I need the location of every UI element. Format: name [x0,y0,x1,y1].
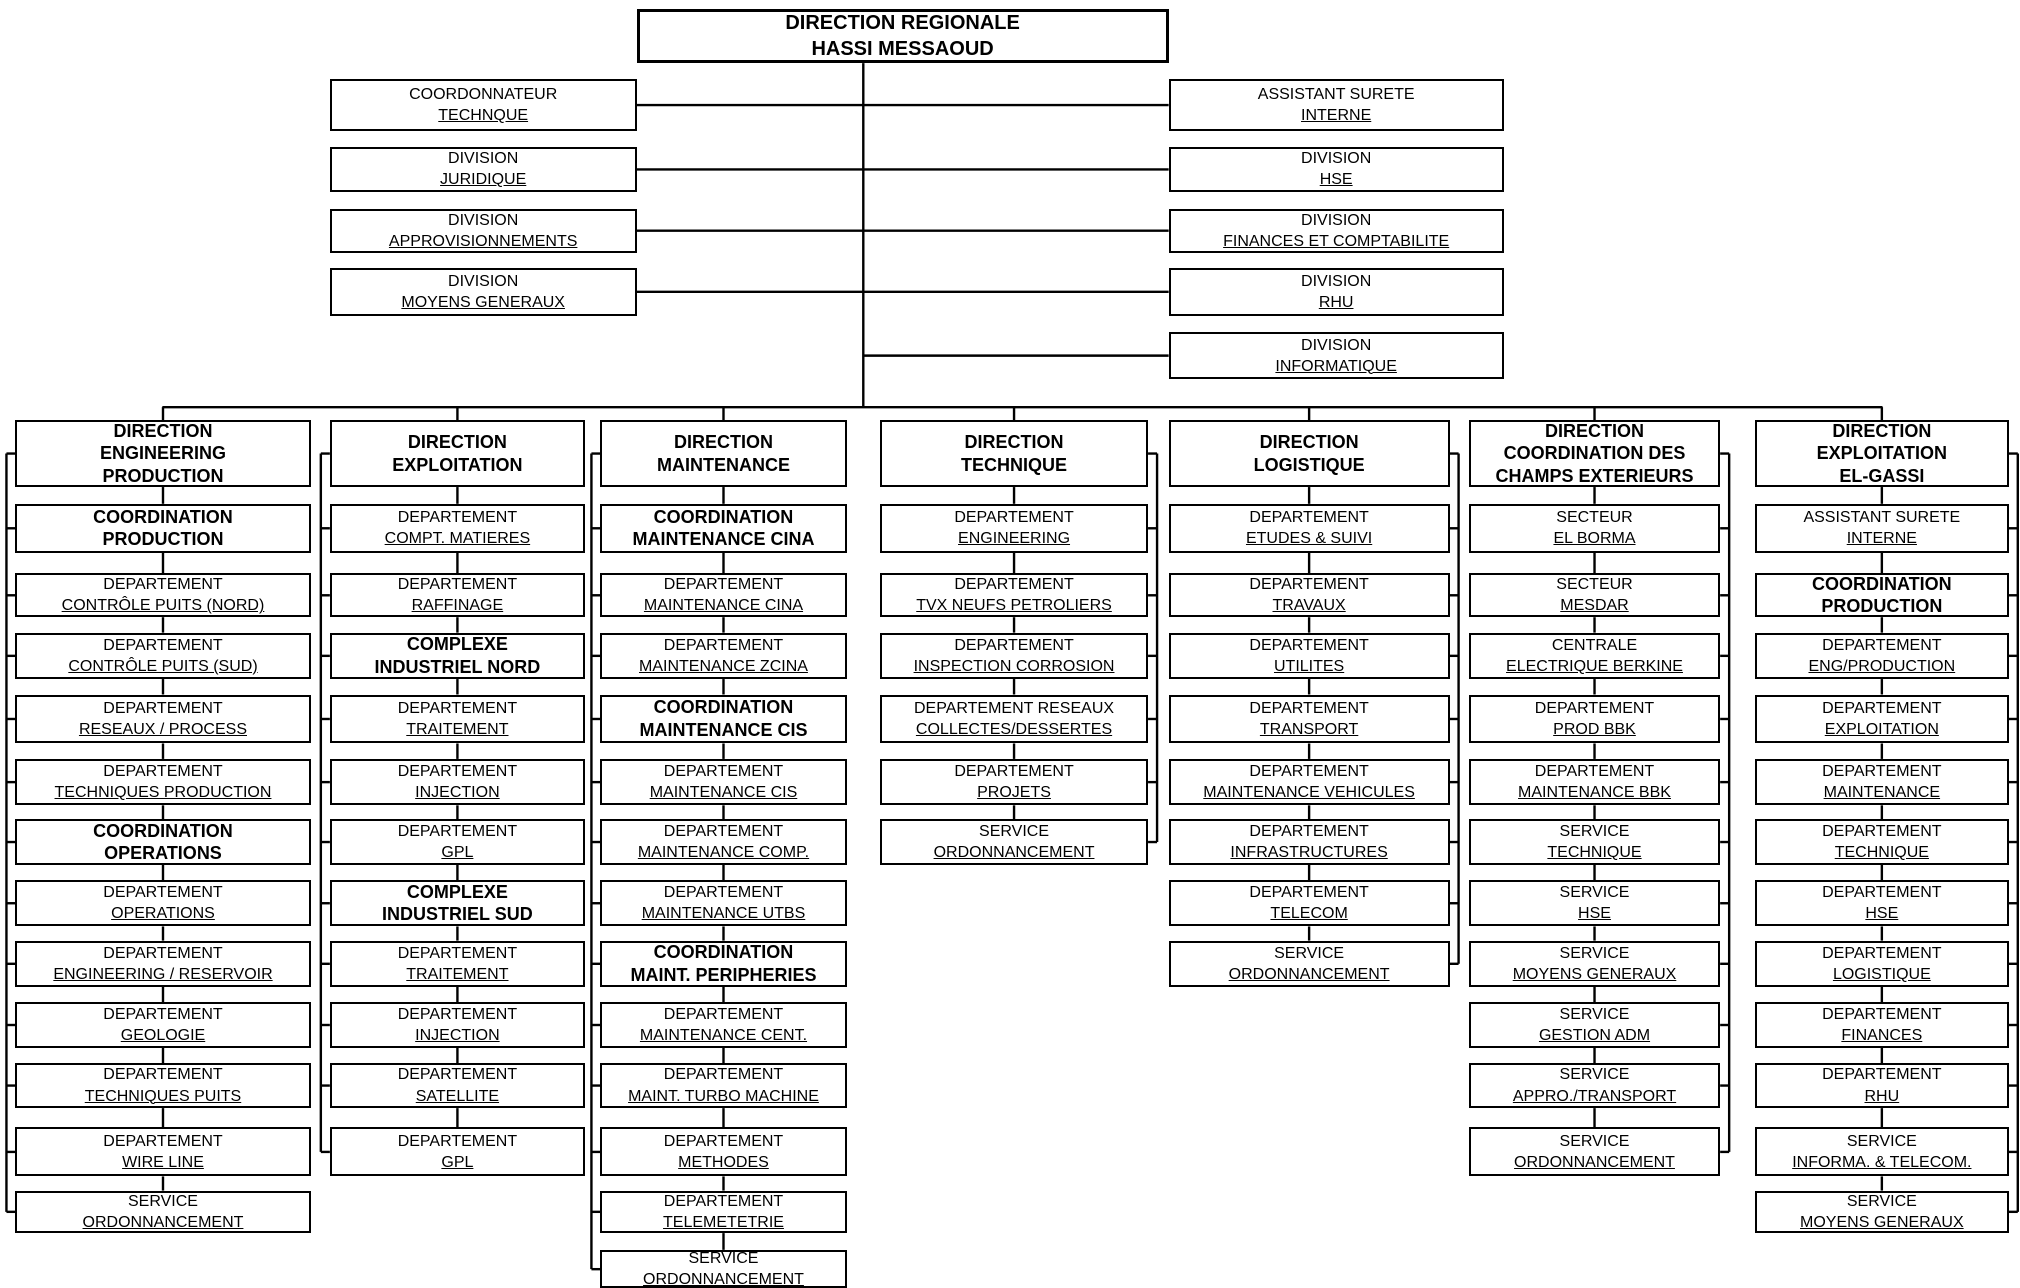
org-unit-7-3-text-1: DEPARTEMENT [1822,636,1942,654]
org-unit-7-6 [1755,819,2009,864]
org-unit-6-11-text-2: ORDONNANCEMENT [1514,1153,1675,1171]
org-unit-1-2 [15,573,310,617]
org-unit-6-2-text-2: MESDAR [1560,597,1629,615]
org-unit-2-11-text-2: GPL [441,1153,474,1171]
org-unit-3-2-text-1: DEPARTEMENT [663,576,784,594]
org-unit-6-7 [1469,880,1720,926]
staff-right-5-text-2: INFORMATIQUE [1275,357,1397,375]
org-unit-6-8-text-1: SERVICE [1559,944,1630,962]
org-unit-6-11 [1469,1127,1720,1176]
org-unit-7-8-text-2: LOGISTIQUE [1832,965,1931,983]
org-unit-6-1-text-2: EL BORMA [1553,530,1636,548]
org-unit-3-5-text-1: DEPARTEMENT [663,763,784,780]
org-unit-3-12 [600,1191,846,1234]
org-unit-2-4 [330,695,585,744]
org-unit-6-10-text-2: APPRO./TRANSPORT [1512,1087,1677,1105]
org-unit-6-9-text-2: GESTION ADM [1538,1026,1651,1044]
org-unit-7-4-text-1: DEPARTEMENT [1822,699,1942,717]
org-unit-5-2-text-1: DEPARTEMENT [1249,576,1369,594]
org-unit-1-10 [15,1063,310,1108]
org-unit-3-12-text-1: DEPARTEMENT [663,1192,784,1210]
org-unit-7-5-text-1: DEPARTEMENT [1822,763,1942,780]
staff-right-4 [1169,268,1504,316]
org-unit-2-1-text-1: DEPARTEMENT [397,509,518,527]
org-unit-1-1 [15,504,310,553]
org-unit-7-6-text-2: TECHNIQUE [1834,844,1929,862]
org-unit-5-6-text-2: INFRASTRUCTURES [1230,844,1388,862]
org-unit-7-1-text-2: INTERNE [1846,530,1917,548]
org-unit-3-11-text-1: DEPARTEMENT [663,1132,784,1150]
org-unit-1-2-text-2: CONTRÔLE PUITS (NORD) [61,597,265,615]
staff-right-1-text-1: ASSISTANT SURETE [1257,85,1415,103]
org-unit-1-1-text-2: PRODUCTION [102,529,224,550]
org-unit-3-6 [600,819,846,864]
staff-left-4-text-1: DIVISION [448,272,519,290]
org-unit-6-10-text-1: SERVICE [1559,1066,1630,1084]
org-unit-7-7 [1755,880,2009,926]
org-unit-3-3-text-2: MAINTENANCE ZCINA [639,657,808,675]
org-unit-7-5 [1755,759,2009,805]
org-unit-3-4 [600,695,846,744]
org-unit-3-1-text-2: MAINTENANCE CINA [632,529,815,550]
direction-header-2 [330,420,585,487]
org-unit-2-10 [330,1063,585,1108]
org-unit-7-9-text-1: DEPARTEMENT [1822,1005,1942,1023]
org-unit-6-8-text-2: MOYENS GENERAUX [1512,965,1677,983]
org-unit-7-7-text-2: HSE [1865,905,1899,923]
org-unit-5-7 [1169,880,1450,926]
direction-header-7-text-3: EL-GASSI [1839,465,1925,486]
org-unit-3-9 [600,1002,846,1047]
staff-left-4 [330,268,637,316]
org-unit-5-8-text-1: SERVICE [1274,944,1345,962]
org-unit-4-6-text-2: ORDONNANCEMENT [933,844,1095,862]
staff-right-1 [1169,79,1504,132]
org-unit-4-1 [880,504,1148,553]
org-unit-7-11-text-2: INFORMA. & TELECOM. [1792,1153,1972,1171]
org-unit-2-9-text-2: INJECTION [415,1026,500,1044]
staff-right-3-text-1: DIVISION [1301,211,1372,229]
org-unit-6-1-text-1: SECTEUR [1556,509,1633,527]
direction-header-2-text-1: DIRECTION [407,432,507,453]
org-unit-1-2-text-1: DEPARTEMENT [103,576,223,594]
org-unit-7-10-text-2: RHU [1864,1087,1900,1105]
org-unit-2-9-text-1: DEPARTEMENT [397,1005,518,1023]
org-unit-7-9-text-2: FINANCES [1841,1026,1923,1044]
org-unit-1-4-text-2: RESEAUX / PROCESS [78,720,247,738]
org-unit-3-11-text-2: METHODES [678,1153,769,1171]
direction-header-4-text-2: TECHNIQUE [961,454,1068,475]
org-unit-6-6 [1469,819,1720,864]
direction-header-3-text-1: DIRECTION [673,432,773,453]
org-unit-4-6 [880,819,1148,864]
staff-right-4-text-2: RHU [1318,293,1354,311]
staff-left-1 [330,79,637,132]
org-unit-6-2-text-1: SECTEUR [1556,576,1633,594]
org-unit-2-7-text-1: COMPLEXE [406,881,508,902]
org-unit-3-10-text-2: MAINT. TURBO MACHINE [628,1087,819,1105]
org-unit-2-2-text-2: RAFFINAGE [411,597,504,615]
staff-right-5 [1169,332,1504,378]
org-unit-4-6-text-1: SERVICE [979,822,1049,840]
org-unit-5-6 [1169,819,1450,864]
direction-header-1 [15,420,310,487]
direction-header-5 [1169,420,1450,487]
org-unit-4-5-text-2: PROJETS [977,784,1051,802]
org-unit-5-7-text-2: TELECOM [1270,905,1348,923]
org-unit-4-5 [880,759,1148,805]
direction-header-6-text-1: DIRECTION [1545,420,1644,441]
org-unit-3-4-text-1: COORDINATION [653,697,794,718]
org-unit-2-6 [330,819,585,864]
org-unit-3-13-text-2: ORDONNANCEMENT [643,1271,804,1288]
org-unit-7-9 [1755,1002,2009,1047]
org-unit-7-4 [1755,695,2009,744]
org-unit-4-2 [880,573,1148,617]
staff-left-2-text-1: DIVISION [448,150,519,168]
org-unit-7-5-text-2: MAINTENANCE [1823,784,1941,802]
org-unit-7-10 [1755,1063,2009,1108]
org-unit-3-2 [600,573,846,617]
org-unit-3-1-text-1: COORDINATION [653,506,794,527]
org-unit-2-5 [330,759,585,805]
org-unit-7-2-text-2: PRODUCTION [1821,596,1943,617]
direction-header-7-text-2: EXPLOITATION [1816,443,1947,464]
org-unit-5-2-text-2: TRAVAUX [1272,597,1346,615]
org-unit-3-13 [600,1250,846,1288]
org-unit-1-3 [15,633,310,679]
org-unit-2-9 [330,1002,585,1047]
org-unit-1-11 [15,1127,310,1176]
org-unit-2-11-text-1: DEPARTEMENT [397,1132,518,1150]
org-unit-2-6-text-2: GPL [441,844,474,862]
org-unit-3-4-text-2: MAINTENANCE CIS [639,719,808,740]
org-unit-2-4-text-1: DEPARTEMENT [397,699,518,717]
org-unit-5-5-text-1: DEPARTEMENT [1249,763,1369,780]
org-unit-7-7-text-1: DEPARTEMENT [1822,884,1942,902]
org-unit-1-6-text-1: COORDINATION [93,820,233,841]
staff-left-2 [330,147,637,192]
org-unit-6-3-text-2: ELECTRIQUE BERKINE [1506,657,1683,675]
org-unit-3-10 [600,1063,846,1108]
org-unit-4-4-text-2: COLLECTES/DESSERTES [915,720,1113,738]
org-unit-2-10-text-1: DEPARTEMENT [397,1066,518,1084]
org-unit-5-5-text-2: MAINTENANCE VEHICULES [1203,784,1415,802]
box-direction-regionale [637,9,1169,63]
org-unit-5-1-text-1: DEPARTEMENT [1249,509,1369,527]
org-unit-3-2-text-2: MAINTENANCE CINA [643,597,804,615]
org-unit-5-4-text-2: TRANSPORT [1259,720,1359,738]
direction-header-1-text-1: DIRECTION [113,420,213,441]
org-unit-7-1 [1755,504,2009,553]
org-unit-4-1-text-1: DEPARTEMENT [954,509,1074,527]
org-unit-5-3-text-1: DEPARTEMENT [1249,636,1369,654]
org-unit-1-5-text-1: DEPARTEMENT [103,763,223,780]
staff-left-4-text-2: MOYENS GENERAUX [401,293,565,311]
org-unit-1-1-text-1: COORDINATION [93,506,233,527]
org-unit-5-3-text-2: UTILITES [1273,657,1345,675]
org-unit-5-4 [1169,695,1450,744]
org-unit-2-1-text-2: COMPT. MATIERES [384,530,531,548]
org-unit-2-11 [330,1127,585,1176]
org-unit-1-8-text-1: DEPARTEMENT [103,944,223,962]
org-unit-3-1 [600,504,846,553]
staff-left-3-text-2: APPROVISIONNEMENTS [388,232,578,250]
org-unit-4-1-text-2: ENGINEERING [958,530,1071,548]
org-unit-2-8-text-1: DEPARTEMENT [397,944,518,962]
org-unit-1-10-text-2: TECHNIQUES PUITS [84,1087,242,1105]
direction-header-7-text-1: DIRECTION [1832,420,1932,441]
org-unit-1-5-text-2: TECHNIQUES PRODUCTION [54,784,272,802]
org-unit-4-5-text-1: DEPARTEMENT [954,763,1074,780]
org-unit-6-4-text-1: DEPARTEMENT [1534,699,1655,717]
org-unit-6-7-text-2: HSE [1578,905,1611,923]
staff-left-2-text-2: JURIDIQUE [440,171,527,189]
staff-right-3-text-2: FINANCES ET COMPTABILITE [1223,232,1450,250]
staff-left-1-text-1: COORDONNATEUR [409,85,558,103]
org-unit-6-4-text-2: PROD BBK [1553,720,1636,738]
org-unit-2-10-text-2: SATELLITE [415,1087,500,1105]
org-unit-6-5-text-2: MAINTENANCE BBK [1518,784,1671,802]
org-unit-5-8 [1169,941,1450,987]
org-unit-7-12-text-2: MOYENS GENERAUX [1800,1213,1964,1231]
org-unit-1-12-text-2: ORDONNANCEMENT [82,1213,244,1231]
org-unit-4-3 [880,633,1148,679]
staff-right-2 [1169,147,1504,192]
org-unit-1-7 [15,880,310,926]
org-unit-6-5-text-1: DEPARTEMENT [1534,763,1655,780]
staff-right-2-text-1: DIVISION [1301,150,1372,168]
org-unit-1-8 [15,941,310,987]
org-unit-7-2-text-1: COORDINATION [1812,573,1952,594]
org-unit-7-1-text-1: ASSISTANT SURETE [1803,509,1961,527]
staff-right-5-text-1: DIVISION [1301,336,1372,354]
direction-header-5-text-2: LOGISTIQUE [1253,454,1365,475]
org-unit-6-6-text-1: SERVICE [1559,822,1630,840]
org-unit-2-7 [330,880,585,926]
org-unit-3-7 [600,880,846,926]
org-unit-1-12-text-1: SERVICE [128,1192,198,1210]
org-unit-7-10-text-1: DEPARTEMENT [1822,1066,1942,1084]
org-unit-2-7-text-2: INDUSTRIEL SUD [382,904,533,925]
org-unit-3-8-text-1: COORDINATION [653,942,794,963]
org-unit-7-6-text-1: DEPARTEMENT [1822,822,1942,840]
org-unit-6-11-text-1: SERVICE [1559,1132,1630,1150]
org-unit-6-9 [1469,1002,1720,1047]
org-unit-2-3-text-1: COMPLEXE [406,634,508,655]
direction-header-3 [600,420,846,487]
direction-header-1-text-2: ENGINEERING [99,443,226,464]
org-unit-5-8-text-2: ORDONNANCEMENT [1228,965,1390,983]
org-unit-2-2 [330,573,585,617]
org-unit-3-5 [600,759,846,805]
org-unit-3-13-text-1: SERVICE [688,1250,759,1268]
direction-header-6-text-2: COORDINATION DES [1503,443,1686,464]
org-unit-2-1 [330,504,585,553]
org-unit-1-4-text-1: DEPARTEMENT [103,699,223,717]
org-unit-6-5 [1469,759,1720,805]
org-unit-4-2-text-1: DEPARTEMENT [954,576,1074,594]
org-unit-4-3-text-1: DEPARTEMENT [954,636,1074,654]
org-unit-2-8-text-2: TRAITEMENT [406,965,509,983]
org-unit-5-6-text-1: DEPARTEMENT [1249,822,1369,840]
org-unit-7-4-text-2: EXPLOITATION [1824,720,1939,738]
direction-header-2-text-2: EXPLOITATION [392,454,523,475]
org-unit-7-12-text-1: SERVICE [1846,1192,1917,1210]
org-unit-1-7-text-1: DEPARTEMENT [103,884,223,902]
direction-header-1-text-3: PRODUCTION [102,465,224,486]
org-unit-6-8 [1469,941,1720,987]
direction-header-3-text-2: MAINTENANCE [656,454,790,475]
org-unit-7-3-text-2: ENG/PRODUCTION [1808,657,1956,675]
org-unit-1-9 [15,1002,310,1047]
org-unit-3-7-text-1: DEPARTEMENT [663,884,784,902]
org-unit-3-3-text-1: DEPARTEMENT [663,636,784,654]
org-unit-5-7-text-1: DEPARTEMENT [1249,884,1369,902]
org-unit-2-6-text-1: DEPARTEMENT [397,822,518,840]
org-unit-5-1-text-2: ETUDES & SUIVI [1245,530,1373,548]
org-unit-6-1 [1469,504,1720,553]
org-unit-2-5-text-1: DEPARTEMENT [397,763,518,780]
org-unit-1-9-text-2: GEOLOGIE [120,1026,206,1044]
org-unit-4-3-text-2: INSPECTION CORROSION [913,657,1115,675]
org-unit-6-3-text-1: CENTRALE [1551,636,1638,654]
direction-header-6 [1469,420,1720,487]
org-unit-4-4-text-1: DEPARTEMENT RESEAUX [914,699,1115,717]
staff-left-1-text-2: TECHNQUE [438,107,529,124]
org-unit-1-8-text-2: ENGINEERING / RESERVOIR [53,965,273,983]
direction-header-7 [1755,420,2009,487]
box-direction-regionale-text-2: HASSI MESSAOUD [811,38,994,61]
org-unit-5-3 [1169,633,1450,679]
org-unit-6-7-text-1: SERVICE [1559,884,1630,902]
org-unit-6-3 [1469,633,1720,679]
staff-right-4-text-1: DIVISION [1301,272,1372,290]
staff-right-1-text-2: INTERNE [1301,107,1372,124]
org-unit-5-5 [1169,759,1450,805]
org-unit-6-2 [1469,573,1720,617]
org-unit-7-11 [1755,1127,2009,1176]
org-unit-6-4 [1469,695,1720,744]
org-unit-5-2 [1169,573,1450,617]
org-unit-3-9-text-1: DEPARTEMENT [663,1005,784,1023]
org-unit-6-6-text-2: TECHNIQUE [1547,844,1642,862]
org-unit-7-12 [1755,1191,2009,1234]
org-unit-3-11 [600,1127,846,1176]
direction-header-4 [880,420,1148,487]
org-unit-1-11-text-1: DEPARTEMENT [103,1132,223,1150]
org-unit-3-12-text-2: TELEMETETRIE [663,1213,784,1231]
org-unit-1-3-text-1: DEPARTEMENT [103,636,223,654]
org-unit-2-2-text-1: DEPARTEMENT [397,576,518,594]
org-unit-3-7-text-2: MAINTENANCE UTBS [641,905,806,923]
org-unit-6-9-text-1: SERVICE [1559,1005,1630,1023]
org-unit-1-3-text-2: CONTRÔLE PUITS (SUD) [68,657,258,675]
org-unit-2-3-text-2: INDUSTRIEL NORD [374,656,541,677]
org-unit-7-11-text-1: SERVICE [1846,1132,1917,1150]
org-unit-1-6-text-2: OPERATIONS [104,843,222,864]
org-unit-7-8 [1755,941,2009,987]
org-unit-1-7-text-2: OPERATIONS [111,905,215,923]
org-unit-7-2 [1755,573,2009,617]
box-direction-regionale-text-1: DIRECTION REGIONALE [785,12,1020,35]
org-unit-3-8 [600,941,846,987]
org-unit-3-8-text-2: MAINT. PERIPHERIES [630,964,817,985]
org-unit-7-3 [1755,633,2009,679]
org-unit-1-10-text-1: DEPARTEMENT [103,1066,223,1084]
direction-header-5-text-1: DIRECTION [1259,432,1359,453]
org-unit-4-2-text-2: TVX NEUFS PETROLIERS [916,597,1112,615]
org-unit-5-4-text-1: DEPARTEMENT [1249,699,1369,717]
staff-left-3 [330,209,637,253]
org-unit-6-10 [1469,1063,1720,1108]
org-unit-3-6-text-2: MAINTENANCE COMP. [637,844,810,862]
org-unit-3-9-text-2: MAINTENANCE CENT. [639,1026,808,1044]
org-unit-2-4-text-2: TRAITEMENT [406,720,509,738]
org-unit-4-4 [880,695,1148,744]
org-unit-2-3 [330,633,585,679]
direction-header-6-text-3: CHAMPS EXTERIEURS [1495,465,1694,486]
org-unit-1-6 [15,819,310,864]
org-unit-3-3 [600,633,846,679]
org-unit-3-5-text-2: MAINTENANCE CIS [649,784,798,802]
org-unit-1-4 [15,695,310,744]
org-unit-3-6-text-1: DEPARTEMENT [663,822,784,840]
org-unit-5-1 [1169,504,1450,553]
org-unit-2-8 [330,941,585,987]
org-unit-1-11-text-2: WIRE LINE [122,1153,204,1171]
staff-left-3-text-1: DIVISION [448,211,519,229]
direction-header-4-text-1: DIRECTION [964,432,1064,453]
org-unit-1-12 [15,1191,310,1234]
staff-right-3 [1169,209,1504,253]
org-unit-3-10-text-1: DEPARTEMENT [663,1066,784,1084]
org-unit-1-5 [15,759,310,805]
org-unit-2-5-text-2: INJECTION [415,784,500,802]
org-unit-7-8-text-1: DEPARTEMENT [1822,944,1942,962]
staff-right-2-text-2: HSE [1319,171,1353,189]
org-unit-1-9-text-1: DEPARTEMENT [103,1005,223,1023]
